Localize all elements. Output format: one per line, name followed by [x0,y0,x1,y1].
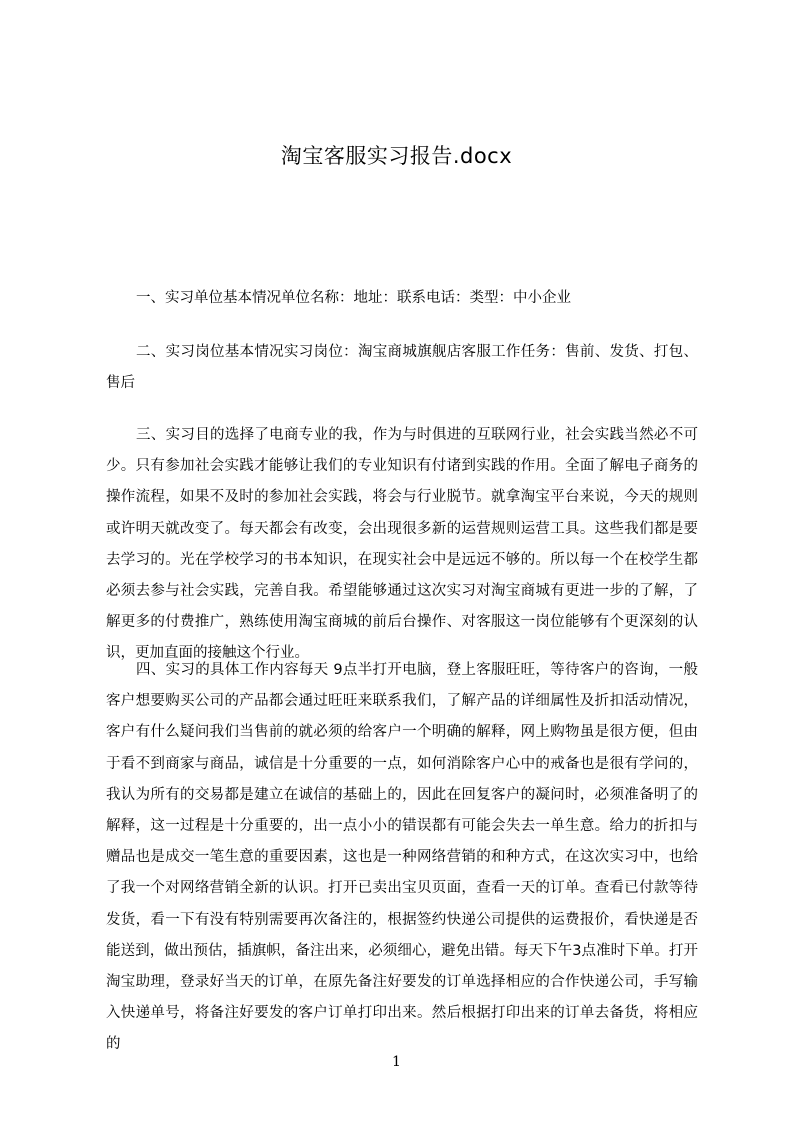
paragraph-unit-info: 一、实习单位基本情况单位名称：地址：联系电话：类型：中小企业 [136,290,571,306]
paragraph-internship-purpose: 三、实习目的选择了电商专业的我，作为与时俱进的互联网行业，社会实践当然必不可少。只有参加社会实践才能够让我们的专业知识有付诸到实践的作用。全面了解电子商务的操作流程，如果不及时的参加社会实践，将会与行业脱节。就拿淘宝平台来说，今天的规则或许明天就改变了。每天都会有改变，会出现很多新的运营规则运营工具。这些我们都是要去学习的。光在学校学习的书本知识，在现实社会中是远远不够的。所以每一个在校学生都必须去参与社会实践，完善自我。希望能够通过这次实习对淘宝商城有更进一步的了解，了解更多的付费推广，熟练使用淘宝商城的前后台操作、对客服这一岗位能够有个更深刻的认识，更加直面的接触这个行业。 [106,427,698,662]
page-number: 1 [392,1054,401,1070]
paragraph-position-info: 二、实习岗位基本情况实习岗位：淘宝商城旗舰店客服工作任务：售前、发货、打包、售后 [106,344,698,392]
document-title: 淘宝客服实习报告.docx [280,144,513,168]
paragraph-work-content: 四、实习的具体工作内容每天 9点半打开电脑，登上客服旺旺，等待客户的咨询，一般客户想要购买公司的产品都会通过旺旺来联系我们，了解产品的详细属性及折扣活动情况，客户有什么疑问我们当售前的就必须的给客户一个明确的解释，网上购物虽是很方便，但由于看不到商家与商品，诚信是十分重要的一点，如何消除客户心中的戒备也是很有学问的，我认为所有的交易都是建立在诚信的基础上的，因此在回复客户的凝问时，必须准备明了的解释，这一过程是十分重要的，出一点小小的错误都有可能会失去一单生意。给力的折扣与赠品也是成交一笔生意的重要因素，这也是一种网络营销的和种方式，在这次实习中，也给了我一个对网络营销全新的认识。打开已卖出宝贝页面，查看一天的订单。查看已付款等待发货，看一下有没有特别需要再次备注的，根据签约快递公司提供的运费报价，看快递是否能送到，做出预估，插旗帜，备注出来，必须细心，避免出错。每天下午3点准时下单。打开淘宝助理，登录好当天的订单，在原先备注好要发的订单选择相应的合作快递公司，手写输入快递单号，将备注好要发的客户订单打印出来。然后根据打印出来的订单去备货，将相应的 [106,662,698,1053]
